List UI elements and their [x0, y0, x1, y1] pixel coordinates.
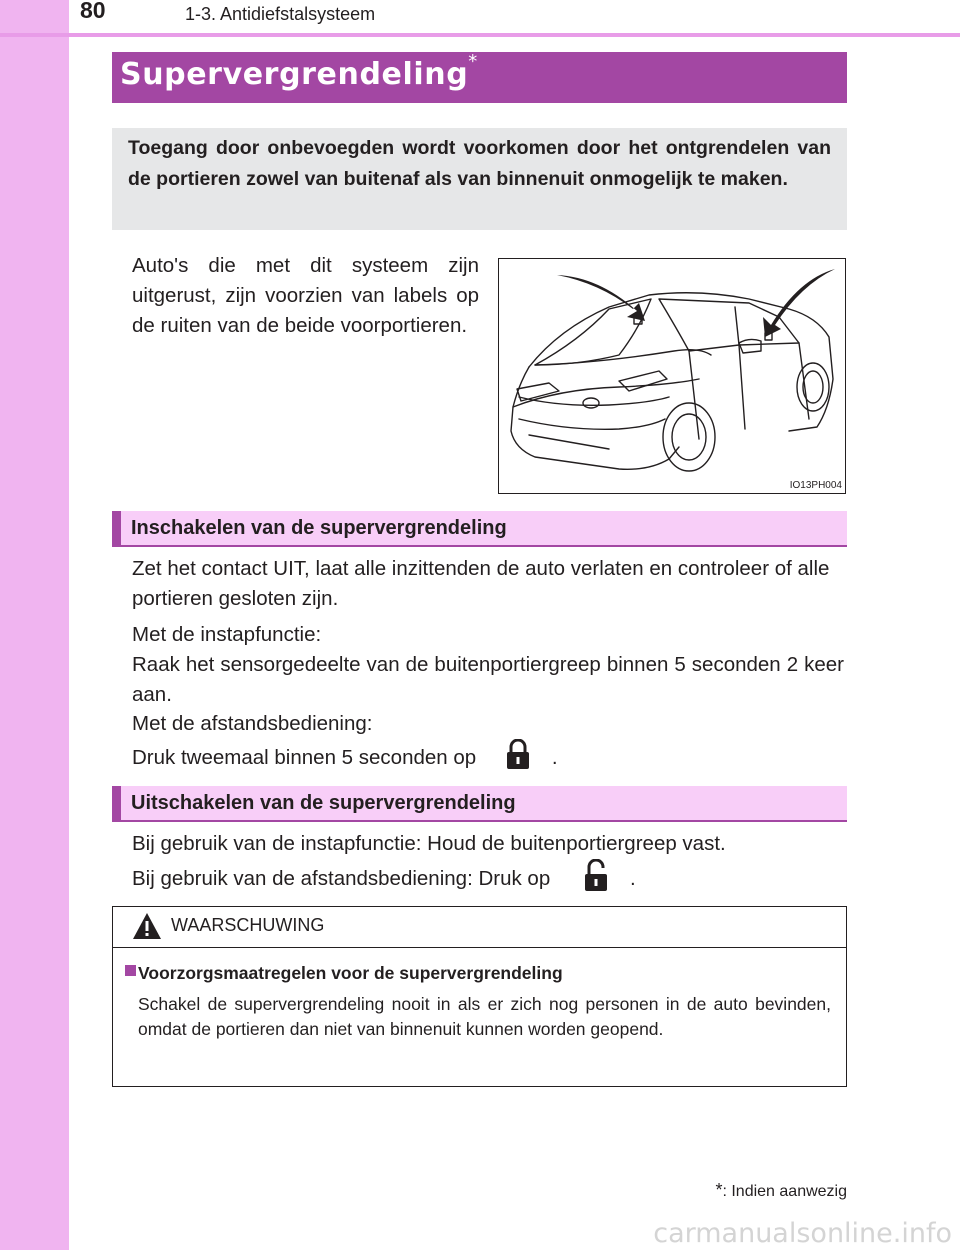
enable-instruction: Zet het contact UIT, laat alle inzittenden de auto verlaten en controleer of alle portieren gesloten zijn. [132, 557, 830, 610]
remote-text: Druk tweemaal binnen 5 seconden op [132, 745, 477, 769]
title-asterisk: * [468, 51, 478, 72]
page-title-text: Supervergrendeling [120, 57, 469, 92]
figure-code: IO13PH004 [789, 480, 842, 491]
warning-header [113, 907, 846, 948]
smart-entry-text: Raak het sensorgedeelte van de buitenportiergreep binnen 5 seconden 2 keer aan. [132, 653, 844, 706]
left-margin-band [0, 0, 69, 1250]
heading-accent-bar [112, 511, 121, 545]
remote-instruction [132, 739, 844, 778]
heading-accent-bar [112, 786, 121, 820]
header-rule [0, 33, 960, 37]
disable-remote-text-end: . [629, 866, 636, 890]
enable-section-heading [112, 511, 847, 547]
enable-heading-text: Inschakelen van de supervergrendeling [131, 517, 507, 539]
disable-remote-instruction [132, 859, 844, 900]
car-drawing [499, 259, 845, 493]
page-title [120, 51, 478, 92]
remote-text-end: . [551, 745, 558, 769]
section-header: 1-3. Antidiefstalsysteem [185, 4, 376, 24]
intro-text: Toegang door onbevoegden wordt voorkomen door het ontgrendelen van de portieren zowel van buitenaf als van binnenuit onmogelijk te maken. [128, 137, 831, 190]
footnote-star: * [715, 1180, 723, 1200]
smart-entry-label: Met de instapfunctie: [132, 623, 322, 646]
lock-icon [506, 739, 530, 778]
warning-triangle-icon [131, 911, 163, 946]
remote-label: Met de afstandsbediening: [132, 712, 373, 735]
warning-subheading: Voorzorgsmaatregelen voor de supervergrendeling [138, 963, 563, 983]
unlock-icon [584, 859, 608, 900]
warning-text: Schakel de supervergrendeling nooit in als er zich nog personen in de auto bevinden, omdat de portieren dan niet van binnenuit kunnen worden geopend. [138, 994, 831, 1039]
footnote-text: : Indien aanwezig [722, 1183, 847, 1200]
page-number: 80 [80, 0, 106, 23]
disable-heading-text: Uitschakelen van de supervergrendeling [131, 792, 516, 814]
intro-box [112, 128, 847, 230]
warning-box [112, 906, 847, 1087]
description-text: Auto's die met dit systeem zijn uitgerust, zijn voorzien van labels op de ruiten van de beide voorportieren. [132, 254, 479, 337]
watermark: carmanualsonline.info [653, 1218, 952, 1249]
square-bullet-icon [125, 965, 136, 976]
car-illustration [498, 258, 846, 494]
footnote [715, 1180, 847, 1201]
disable-remote-text: Bij gebruik van de afstandsbediening: Druk op [132, 866, 551, 890]
disable-section-heading [112, 786, 847, 822]
disable-smart-entry-text: Bij gebruik van de instapfunctie: Houd de buitenportiergreep vast. [132, 832, 726, 855]
warning-label: WAARSCHUWING [171, 915, 325, 935]
